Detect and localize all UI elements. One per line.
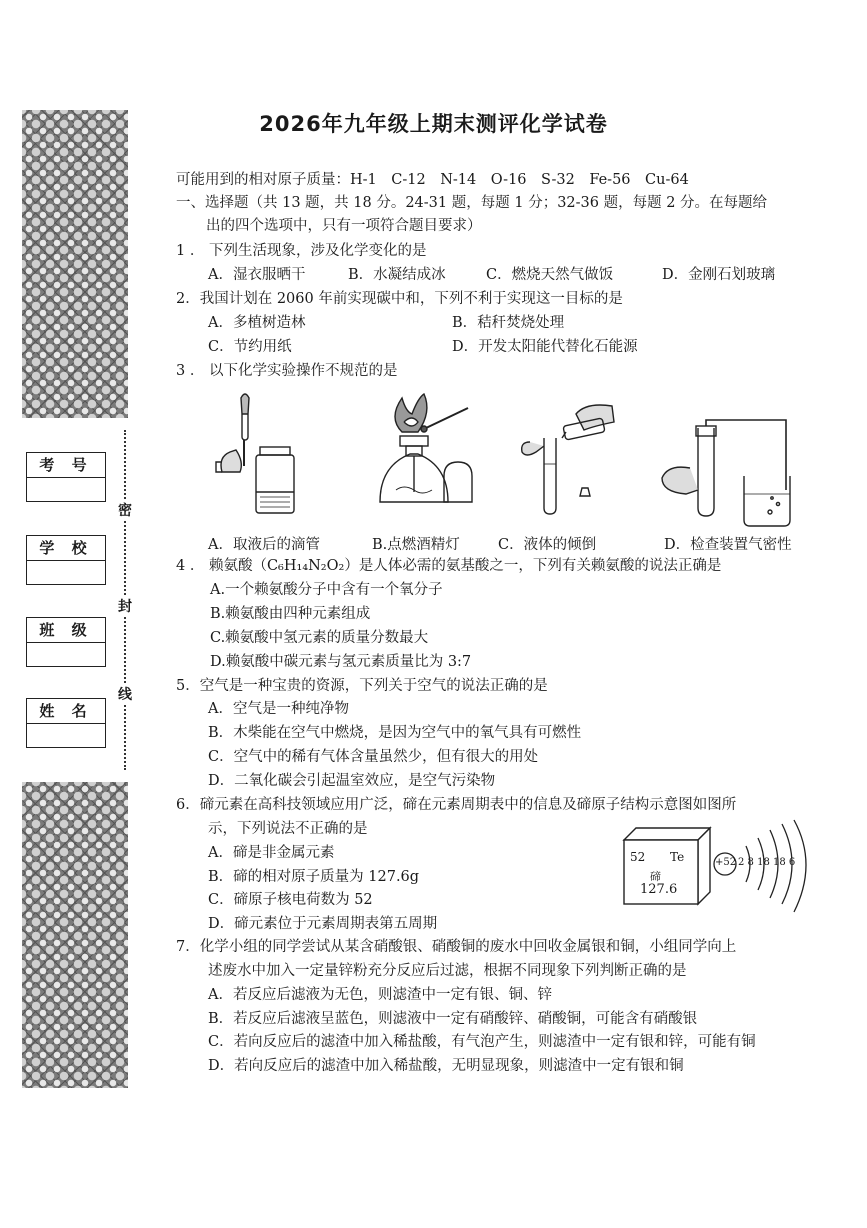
q7-option-c: C．若向反应后的滤渣中加入稀盐酸，有气泡产生，则滤渣中一定有银和锌，可能有铜: [208, 1034, 756, 1050]
q3-option-c: C．液体的倾倒: [498, 537, 597, 553]
element-mass: 127.6: [640, 882, 678, 897]
page-title: 2026年九年级上期末测评化学试卷: [259, 112, 608, 136]
figure-dropper: [210, 392, 300, 522]
q1-option-d: D．金刚石划玻璃: [662, 267, 776, 283]
question-6-stem-cont: 示，下列说法不正确的是: [208, 821, 368, 837]
element-symbol: Te: [670, 850, 685, 864]
q5-option-c: C．空气中的稀有气体含量虽然少，但有很大的用处: [208, 749, 539, 765]
figure-airtightness: [660, 418, 800, 528]
q1-option-b: B．水凝结成冰: [348, 267, 446, 283]
question-5-stem: 5．空气是一种宝贵的资源，下列关于空气的说法正确的是: [176, 678, 548, 694]
school-box: [26, 535, 106, 585]
q7-option-a: A．若反应后滤液为无色，则滤渣中一定有银、铜、锌: [208, 987, 552, 1003]
q3-option-b: B.点燃酒精灯: [372, 537, 460, 553]
q4-option-b: B.赖氨酸由四种元素组成: [210, 606, 371, 622]
q2-option-d: D．开发太阳能代替化石能源: [452, 339, 638, 355]
question-6-stem: 6．碲元素在高科技领域应用广泛，碲在元素周期表中的信息及碲原子结构示意图如图所: [176, 797, 737, 813]
atom-diagram: [712, 816, 822, 916]
q4-option-a: A.一个赖氨酸分子中含有一个氧分子: [210, 582, 443, 598]
margin-pattern-bottom: [22, 782, 128, 1088]
section1-heading: 一、选择题（共 13 题，共 18 分。24-31 题，每题 1 分；32-36 题，每题 2 分。在每题给: [176, 195, 768, 211]
q5-option-a: A．空气是一种纯净物: [208, 701, 349, 717]
school-label: 学 校: [27, 536, 105, 561]
atom-nucleus: +52: [715, 857, 737, 868]
seal-char-mi: 密: [116, 500, 134, 520]
seal-char-xian: 线: [116, 684, 134, 704]
name-box: [26, 698, 106, 748]
name-label: 姓 名: [27, 699, 105, 724]
question-3-stem: 3 ． 以下化学实验操作不规范的是: [176, 363, 398, 379]
q7-option-d: D．若向反应后的滤渣中加入稀盐酸，无明显现象，则滤渣中一定有银和铜: [208, 1058, 684, 1074]
q7-option-b: B．若反应后滤液呈蓝色，则滤液中一定有硝酸锌、硝酸铜，可能含有硝酸银: [208, 1011, 698, 1027]
margin-pattern-top: [22, 110, 128, 418]
q6-option-a: A．碲是非金属元素: [208, 845, 335, 861]
figure-alcohol-lamp: [368, 392, 478, 522]
question-1-stem: 1 ． 下列生活现象，涉及化学变化的是: [176, 243, 427, 259]
element-number: 52: [630, 850, 646, 864]
q1-option-a: A．湿衣服晒干: [208, 267, 306, 283]
q4-option-d: D.赖氨酸中碳元素与氢元素质量比为 3:7: [210, 654, 472, 670]
q3-option-a: A．取液后的滴管: [208, 537, 320, 553]
q6-option-d: D．碲元素位于元素周期表第五周期: [208, 916, 438, 932]
q6-option-b: B．碲的相对原子质量为 127.6g: [208, 869, 420, 885]
class-label: 班 级: [27, 618, 105, 643]
atomic-masses: 可能用到的相对原子质量：H-1 C-12 N-14 O-16 S-32 Fe-56 Cu-64: [176, 172, 689, 188]
seal-char-feng: 封: [116, 596, 134, 616]
q1-option-c: C．燃烧天然气做饭: [486, 267, 614, 283]
q6-option-c: C．碲原子核电荷数为 52: [208, 892, 373, 908]
class-box: [26, 617, 106, 667]
question-7-stem: 7．化学小组的同学尝试从某含硝酸银、硝酸铜的废水中回收金属银和铜，小组同学向上: [176, 939, 737, 955]
element-card: [622, 826, 712, 906]
q5-option-d: D．二氧化碳会引起温室效应，是空气污染物: [208, 773, 496, 789]
q3-option-d: D．检查装置气密性: [664, 537, 792, 553]
atom-shells: 2 8 18 18 6: [738, 857, 796, 868]
exam-number-box: [26, 452, 106, 502]
q4-option-c: C.赖氨酸中氢元素的质量分数最大: [210, 630, 429, 646]
element-name: 碲: [650, 870, 661, 883]
q5-option-b: B．木柴能在空气中燃烧，是因为空气中的氧气具有可燃性: [208, 725, 582, 741]
q2-option-b: B．秸秆焚烧处理: [452, 315, 565, 331]
figure-pouring: [510, 392, 620, 522]
question-4-stem: 4 ． 赖氨酸（C₆H₁₄N₂O₂）是人体必需的氨基酸之一，下列有关赖氨酸的说法正确是: [176, 558, 722, 574]
exam-number-label: 考 号: [27, 453, 105, 478]
question-7-stem-cont: 述废水中加入一定量锌粉充分反应后过滤，根据不同现象下列判断正确的是: [208, 963, 687, 979]
question-2-stem: 2．我国计划在 2060 年前实现碳中和，下列不利于实现这一目标的是: [176, 291, 623, 307]
q2-option-c: C．节约用纸: [208, 339, 292, 355]
section1-heading-cont: 出的四个选项中，只有一项符合题目要求）: [206, 218, 482, 234]
q2-option-a: A．多植树造林: [208, 315, 306, 331]
